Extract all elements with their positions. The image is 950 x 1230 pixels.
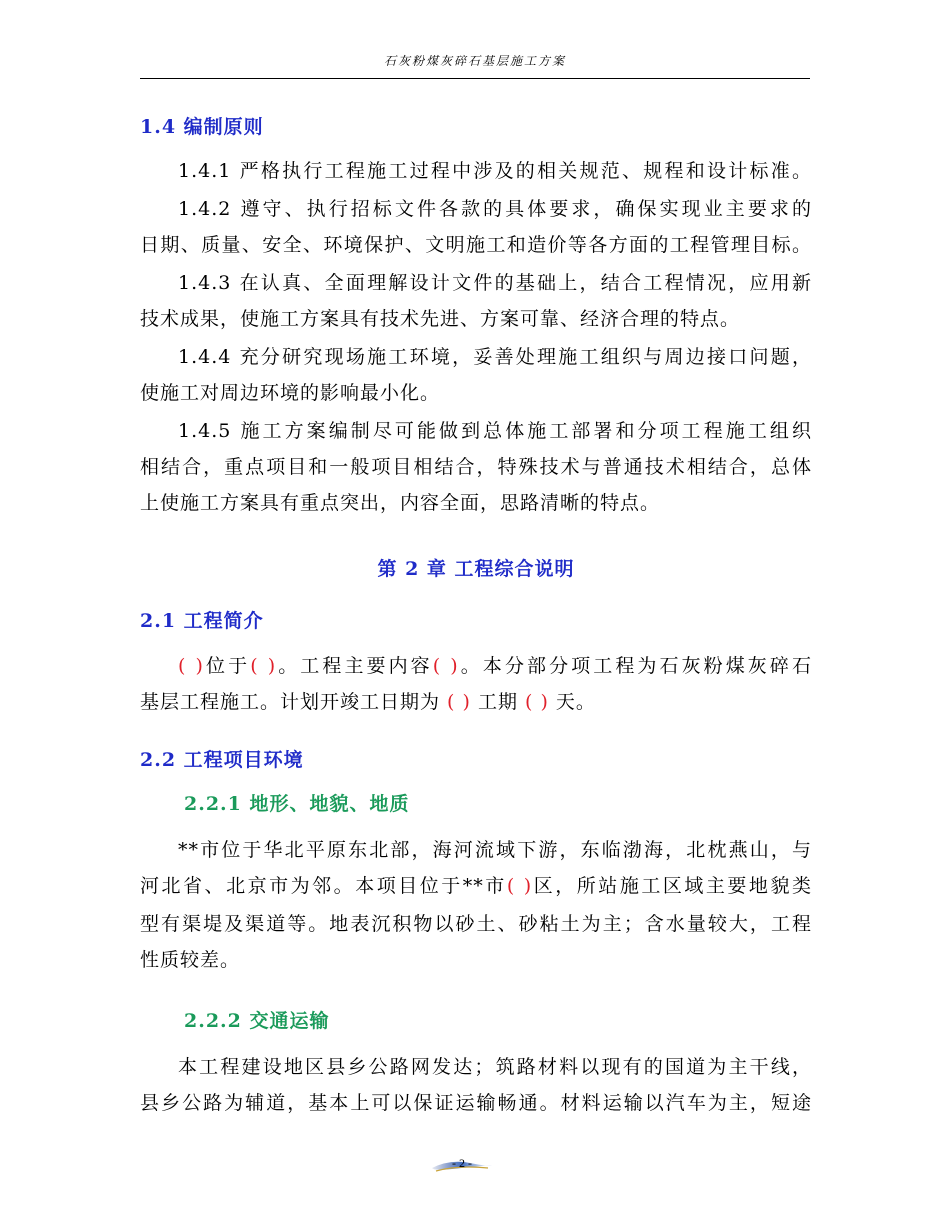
- section-heading-1-4: 1.4 编制原则: [140, 116, 264, 138]
- paragraph-1-4-2-line-2: 日期、质量、安全、环境保护、文明施工和造价等各方面的工程管理目标。: [140, 234, 812, 256]
- transport-line-1: 本工程建设地区县乡公路网发达；筑路材料以现有的国道为主干线，: [178, 1056, 812, 1078]
- terrain-line-2: [140, 874, 812, 898]
- intro-line-2: [140, 690, 812, 714]
- paragraph-1-4-2-line-1: 1.4.2 遵守、执行招标文件各款的具体要求，确保实现业主要求的: [178, 198, 812, 220]
- paragraph-1-4-5-line-3: 上使施工方案具有重点突出，内容全面，思路清晰的特点。: [140, 492, 661, 514]
- terrain-line-1: **市位于华北平原东北部，海河流域下游，东临渤海，北枕燕山，与: [178, 839, 812, 861]
- terrain-text: 河北省、北京市为邻。本项目位于**市: [140, 875, 507, 897]
- placeholder-blank: ( ): [432, 655, 459, 677]
- placeholder-blank: ( ): [525, 691, 549, 713]
- intro-text: 。工程主要内容: [276, 655, 433, 677]
- paragraph-1-4-3-line-2: 技术成果，使施工方案具有技术先进、方案可靠、经济合理的特点。: [140, 308, 741, 330]
- terrain-line-3: 型有渠堤及渠道等。地表沉积物以砂土、砂粘土为主；含水量较大，工程: [140, 913, 812, 935]
- intro-text: 天。: [548, 691, 596, 713]
- placeholder-blank: ( ): [447, 691, 471, 713]
- intro-text: 位于: [203, 655, 251, 677]
- intro-text: 。本分部分项工程为石灰粉煤灰碎石: [458, 655, 812, 677]
- running-header-title: 石灰粉煤灰碎石基层施工方案: [383, 54, 566, 68]
- subsection-heading-2-2-2: 2.2.2 交通运输: [184, 1010, 330, 1032]
- paragraph-1-4-1-line-1: 1.4.1 严格执行工程施工过程中涉及的相关规范、规程和设计标准。: [178, 160, 812, 182]
- section-heading-2-2: 2.2 工程项目环境: [140, 749, 304, 771]
- page-footer: [430, 1153, 494, 1175]
- placeholder-blank: ( ): [250, 655, 277, 677]
- terrain-line-4: 性质较差。: [140, 949, 241, 971]
- paragraph-1-4-4-line-1: 1.4.4 充分研究现场施工环境，妥善处理施工组织与周边接口问题，: [178, 346, 812, 368]
- placeholder-blank: ( ): [506, 875, 533, 897]
- paragraph-1-4-3-line-1: 1.4.3 在认真、全面理解设计文件的基础上，结合工程情况，应用新: [178, 272, 812, 294]
- placeholder-blank: ( ): [178, 655, 204, 677]
- intro-text: 工期: [470, 691, 526, 713]
- intro-line-1: [140, 654, 812, 678]
- subsection-heading-2-2-1: 2.2.1 地形、地貌、地质: [184, 793, 410, 815]
- header-rule: [140, 78, 810, 79]
- paragraph-1-4-5-line-1: 1.4.5 施工方案编制尽可能做到总体施工部署和分项工程施工组织: [178, 420, 812, 442]
- terrain-text: 区，所站施工区域主要地貌类: [532, 875, 812, 897]
- page-number: - 2 -: [452, 1156, 472, 1170]
- paragraph-1-4-4-line-2: 使施工对周边环境的影响最小化。: [140, 382, 441, 404]
- section-heading-2-1: 2.1 工程简介: [140, 610, 264, 632]
- chapter-title: 第 2 章 工程综合说明: [377, 558, 575, 580]
- transport-line-2: 县乡公路为辅道，基本上可以保证运输畅通。材料运输以汽车为主，短途: [140, 1092, 812, 1114]
- intro-text: 基层工程施工。计划开竣工日期为: [140, 691, 448, 713]
- paragraph-1-4-5-line-2: 相结合，重点项目和一般项目相结合，特殊技术与普通技术相结合，总体: [140, 456, 812, 478]
